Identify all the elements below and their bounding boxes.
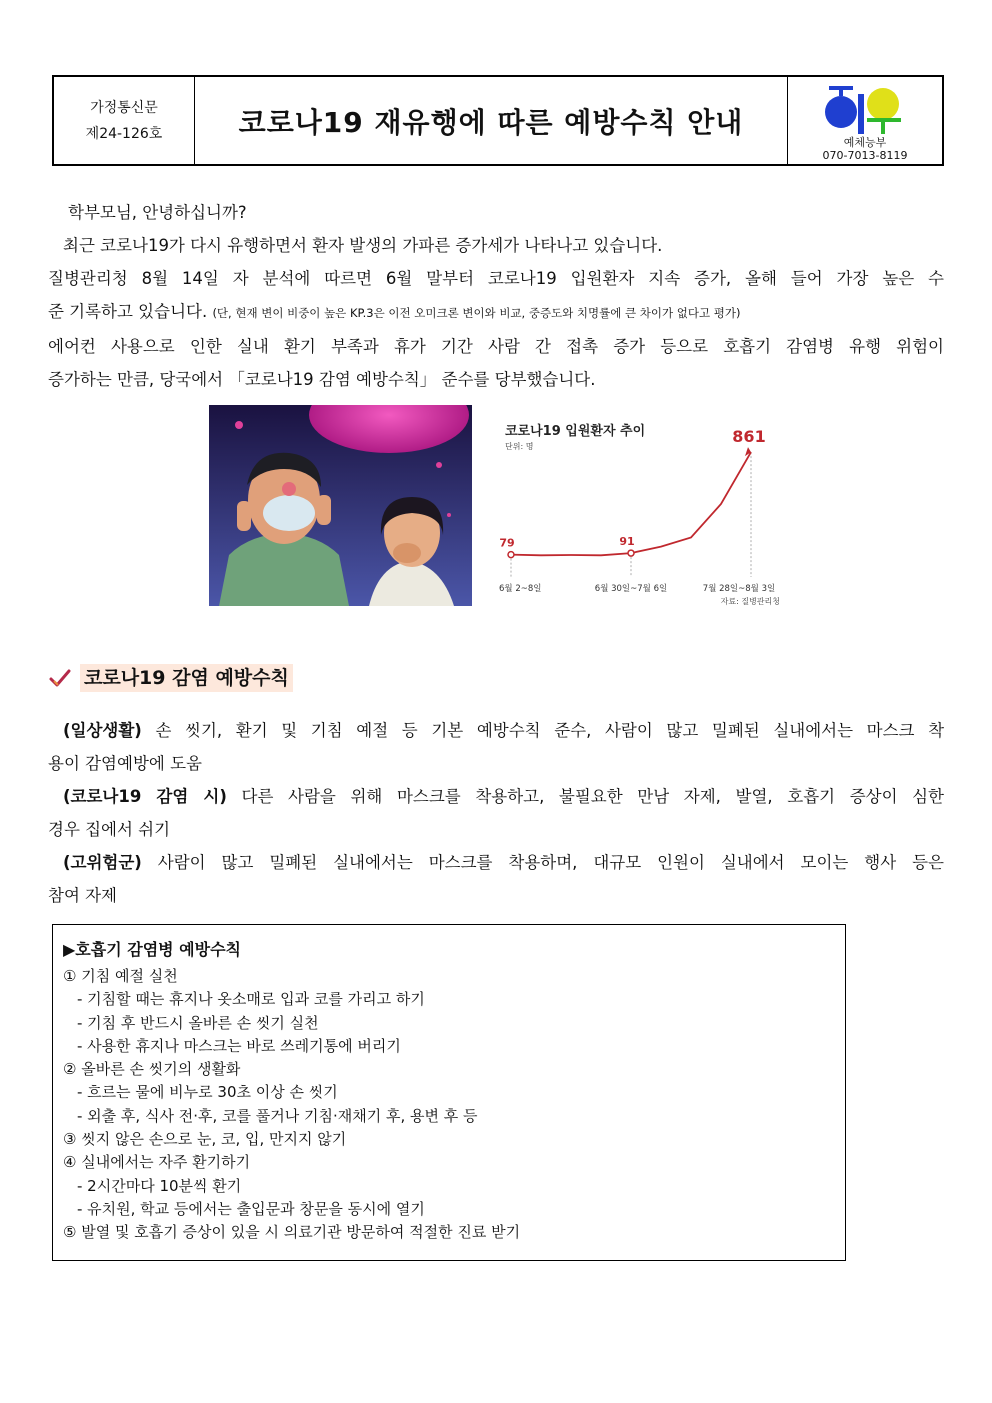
list-item: - 2시간마다 10분씩 환기 [77, 1176, 242, 1195]
list-item: - 사용한 휴지나 마스크는 바로 쓰레기통에 버리기 [77, 1036, 401, 1055]
chart-data-label: 91 [619, 535, 635, 549]
intro-line-4-main: 준 기록하고 있습니다. [48, 302, 208, 321]
chart-point [628, 550, 634, 556]
list-item: ① 기침 예절 실천 [63, 967, 178, 985]
intro-line-5: 에어컨 사용으로 인한 실내 환기 부족과 휴가 기간 사람 간 접촉 증가 등으로 호흡기 감염병 유행 위험이 [48, 337, 944, 356]
rule-infected-line-1 [48, 780, 944, 813]
chart-data-label: 79 [499, 536, 515, 550]
list-item: ④ 실내에서는 자주 환기하기 [63, 1153, 251, 1172]
section-title: 코로나19 감염 예방수칙 [80, 664, 293, 692]
rule-infected-line-2: 경우 집에서 쉬기 [48, 820, 171, 839]
chart-title: 코로나19 입원환자 추이 [505, 424, 646, 439]
department-phone: 070-7013-8119 [822, 149, 908, 162]
rule-highrisk-line-2: 참여 자제 [48, 886, 118, 905]
list-item: ⑤ 발열 및 호흡기 증상이 있을 시 의료기관 방문하여 적절한 진료 받기 [63, 1223, 521, 1242]
list-item: - 흐르는 물에 비누로 30초 이상 손 씻기 [77, 1083, 338, 1102]
list-item: - 기침할 때는 휴지나 옷소매로 입과 코를 가리고 하기 [77, 990, 425, 1009]
chart-unit: 단위: 명 [505, 442, 534, 451]
chart-point [508, 552, 514, 558]
rule-infected-text: 다른 사람을 위해 마스크를 착용하고, 불필요한 만남 자제, 발열, 호흡기 증상이 심한 [241, 787, 944, 806]
section-heading [48, 664, 293, 692]
mask-illustration [209, 405, 472, 606]
list-item: - 유치원, 학교 등에서는 출입문과 창문을 동시에 열기 [77, 1199, 425, 1218]
intro-line-6: 증가하는 만큼, 당국에서 「코로나19 감염 예방수칙」 준수를 당부했습니다. [48, 370, 596, 389]
rule-highrisk-line-1 [48, 846, 944, 879]
department-name: 예체능부 [843, 136, 887, 149]
checkmark-icon [48, 666, 72, 690]
chart-x-tick-label: 7월 28일~8월 3일 [702, 584, 776, 594]
rule-daily-line-1 [48, 714, 944, 747]
page-title: 코로나19 재유행에 따른 예방수칙 안내 [238, 105, 744, 139]
intro-line-3: 질병관리청 8월 14일 자 분석에 따르면 6월 말부터 코로나19 입원환자 지속 증가, 올해 들어 가장 높은 수 [48, 269, 944, 288]
school-logo-cell [787, 77, 942, 164]
prevention-rules [48, 714, 944, 912]
greeting: 학부모님, 안녕하십니까? [68, 203, 247, 222]
rule-daily-text: 손 씻기, 환기 및 기침 예절 등 기본 예방수칙 준수, 사람이 많고 밀폐된 실내에서는 마스크 착 [155, 721, 945, 740]
doc-type: 가정통신문 [90, 99, 158, 116]
chart-x-tick-label: 6월 2~8일 [499, 584, 542, 594]
document-header [52, 75, 944, 166]
doc-info-cell [54, 77, 195, 164]
chart-source: 자료: 질병관리청 [720, 597, 780, 606]
intro-text [48, 196, 944, 396]
chart-data-label: 861 [732, 427, 766, 447]
chart-x-tick-label: 6월 30일~7월 6일 [594, 584, 668, 594]
kp3-note: (단, 현재 변이 비중이 높은 KP.3은 이전 오미크론 변이와 비교, 중증도와 치명률에 큰 차이가 없다고 평가) [212, 306, 741, 320]
rule-highrisk-text: 사람이 많고 밀폐된 실내에서는 마스크를 착용하며, 대규모 인원이 실내에서 모이는 행사 등은 [157, 853, 944, 872]
list-item: - 기침 후 반드시 올바른 손 씻기 실천 [77, 1013, 319, 1032]
intro-line-4 [48, 295, 944, 330]
doc-number: 제24-126호 [85, 125, 163, 142]
infobox-title: ▶호흡기 감염병 예방수칙 [63, 940, 242, 959]
people-wearing-mask-icon [209, 405, 472, 606]
rule-highrisk-label: (고위험군) [63, 853, 142, 872]
hospitalization-chart [497, 405, 783, 611]
line-chart [497, 405, 783, 611]
list-item: - 외출 후, 식사 전·후, 코를 풀거나 기침·재채기 후, 용변 후 등 [77, 1106, 478, 1125]
rule-daily-label: (일상생활) [63, 721, 142, 740]
respiratory-prevention-box [52, 924, 846, 1261]
list-item: ② 올바른 손 씻기의 생활화 [63, 1060, 241, 1079]
rule-infected-label: (코로나19 감염 시) [63, 787, 227, 806]
intro-line-2: 최근 코로나19가 다시 유행하면서 환자 발생의 가파른 증가세가 나타나고 있습니다. [63, 236, 663, 255]
list-item: ③ 씻지 않은 손으로 눈, 코, 입, 만지지 않기 [63, 1130, 347, 1149]
school-logo-icon [825, 84, 905, 136]
rule-daily-line-2: 용이 감염예방에 도움 [48, 754, 202, 773]
